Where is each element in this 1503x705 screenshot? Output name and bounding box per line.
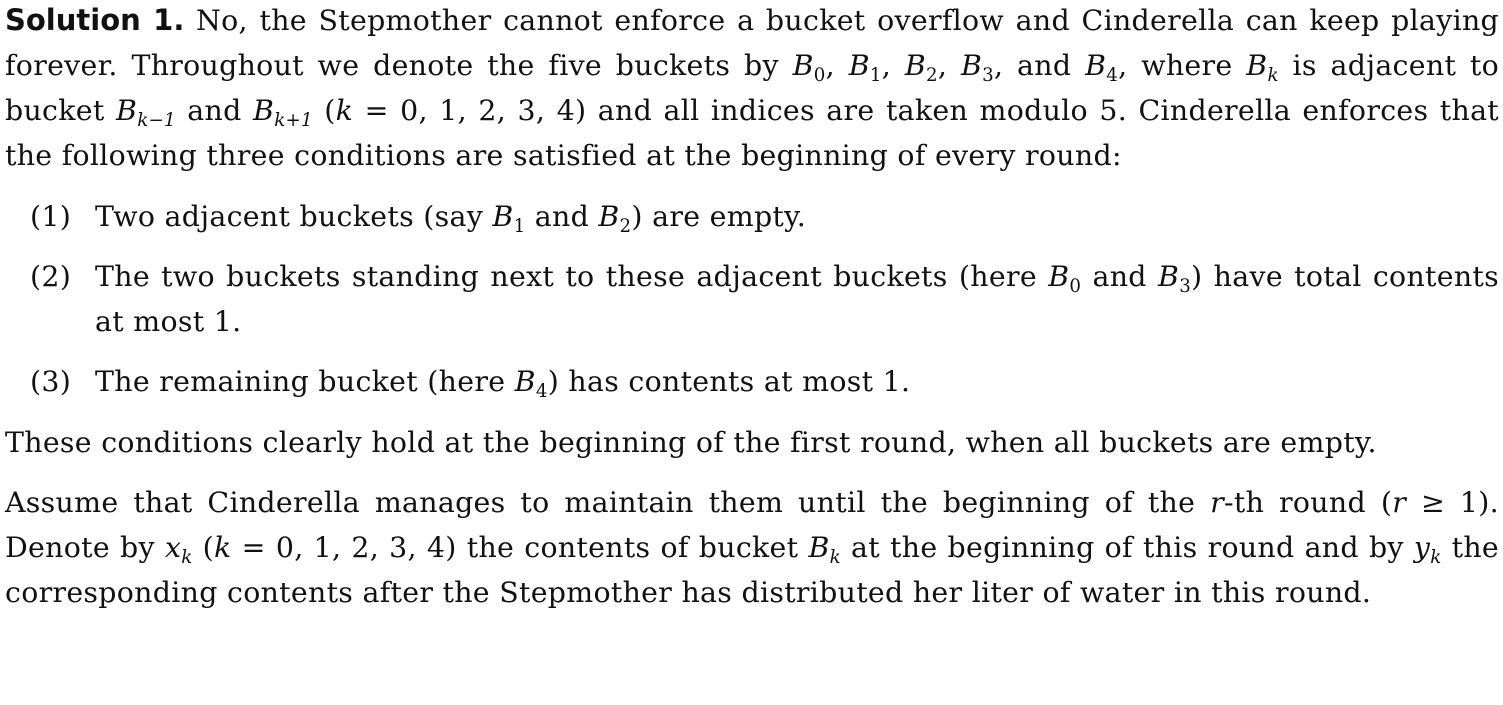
conditions-list xyxy=(5,194,1499,404)
intro-paragraph: Solution 1. No, the Stepmother cannot enforce a bucket overflow and Cinderella can keep playing forever. Throughout we denote the five buckets by $B_0$, $B_1$, $B_2$, $B_3$, and $B_4$, where $B_k$ is adjacent to bucket $B_{k-1}$ and $B_{k+1}$ (k = 0, 1, 2, 3, 4) and all indices are taken modulo 5. Cinderella enforces that the following three conditions are satisfied at the beginning of every round: xyxy=(5,3,1500,172)
condition-item xyxy=(5,359,1499,404)
condition-item xyxy=(5,194,1499,239)
condition-text: Two adjacent buckets (say $B_1$ and $B_2$) are empty. xyxy=(95,200,807,237)
condition-number: (1) xyxy=(30,200,72,233)
solution-heading: Solution 1. xyxy=(5,3,185,37)
condition-item xyxy=(5,254,1499,344)
condition-text: The two buckets standing next to these adjacent buckets (here $B_0$ and $B_3$) have total contents at most 1. xyxy=(95,260,1500,338)
condition-text: The remaining bucket (here $B_4$) has contents at most 1. xyxy=(95,365,911,402)
paragraph-induction: Assume that Cinderella manages to maintain them until the beginning of the r-th round (r ≥ 1). Denote by $x_k$ (k = 0, 1, 2, 3, 4) the contents of bucket $B_k$ at the beginning of this round and by $y_k$ the corresponding contents after the Stepmother has distributed her liter of water in this round. xyxy=(5,486,1499,609)
paragraph-initial-conditions: These conditions clearly hold at the beginning of the first round, when all buckets are empty. xyxy=(5,426,1377,459)
condition-number: (2) xyxy=(30,260,72,293)
condition-number: (3) xyxy=(30,365,72,398)
